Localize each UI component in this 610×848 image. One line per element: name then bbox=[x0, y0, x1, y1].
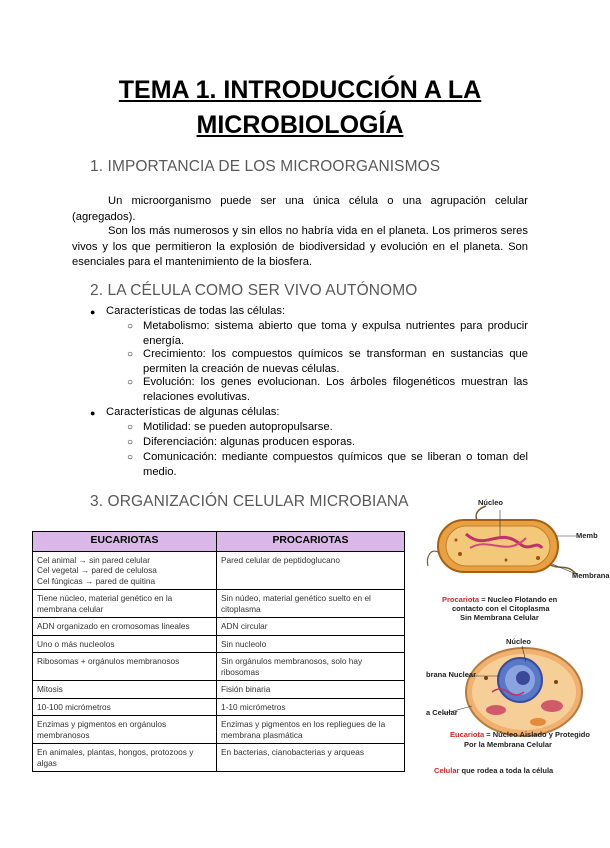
comparison-table bbox=[32, 531, 405, 772]
cell-diagram-figure bbox=[426, 492, 610, 782]
prokaryote-cell-illustration bbox=[427, 506, 576, 574]
eucariotas-cell: En animales, plantas, hongos, protozoos y algas bbox=[33, 744, 217, 772]
page-title-line-2: MICROBIOLOGÍA bbox=[196, 111, 404, 139]
eucariotas-cell: 10-100 micrómetros bbox=[33, 698, 217, 716]
bullet-dot-icon: ● bbox=[90, 408, 96, 418]
bullet-circle-icon: ○ bbox=[127, 349, 134, 360]
procariotas-cell: Sin nucleolo bbox=[217, 635, 405, 653]
procariotas-cell: Sin núdeo, material genético suelto en el citoplasma bbox=[217, 590, 405, 618]
procariotas-cell: 1-10 micrómetros bbox=[217, 698, 405, 716]
prokaryote-caption-line-2: contacto con el Citoplasma bbox=[452, 604, 550, 613]
bullet-all-cells: ● Características de todas las células: bbox=[106, 304, 526, 319]
table-row bbox=[33, 716, 405, 744]
list-item: ○ Motilidad: se pueden autopropulsarse. bbox=[143, 420, 528, 435]
section-3-heading: 3. ORGANIZACIÓN CELULAR MICROBIANA bbox=[90, 493, 409, 510]
page-title-line-1: TEMA 1. INTRODUCCIÓN A LA bbox=[118, 76, 482, 104]
list-item: ○ Metabolismo: sistema abierto que toma y expulsa nutrientes para producir energía. bbox=[127, 320, 528, 348]
eukaryote-cell-illustration bbox=[466, 648, 582, 736]
bullet-some-cells: ● Características de algunas células: bbox=[106, 405, 526, 420]
procariotas-cell: Sin orgánulos membranosos, solo hay ribosomas bbox=[217, 653, 405, 681]
bullet-circle-icon: ○ bbox=[127, 437, 134, 448]
section-1-heading: 1. IMPORTANCIA DE LOS MICROORGANISMOS bbox=[90, 158, 441, 175]
eucariotas-cell: Cel animal → sin pared celular Cel vegetal → pared de celulosa Cel fúngicas → pared de quitina bbox=[33, 551, 217, 590]
table-row bbox=[33, 590, 405, 618]
bullet-circle-icon: ○ bbox=[127, 321, 134, 332]
eukaryote-caption-line-1: Eucariota = Núcleo Aislado y Protegido bbox=[450, 730, 590, 739]
label-membrana: Membrana bbox=[572, 571, 610, 580]
list-item: ○ Crecimiento: los compuestos químicos se transforman en sustancias que permiten la creación de nuevas células. bbox=[127, 348, 528, 376]
column-header-eucariotas: EUCARIOTAS bbox=[33, 532, 217, 552]
bullet-circle-icon: ○ bbox=[127, 422, 134, 433]
procariotas-cell: Pared celular de peptidoglucano bbox=[217, 551, 405, 590]
bullet-circle-icon: ○ bbox=[127, 377, 134, 388]
procariotas-cell: Enzimas y pigmentos en los repliegues de la membrana plasmática bbox=[217, 716, 405, 744]
list-item: ○ Evolución: los genes evolucionan. Los árboles filogenéticos muestran las relaciones evolutivas. bbox=[127, 376, 528, 404]
procariotas-cell: ADN circular bbox=[217, 618, 405, 636]
eucariotas-cell: Uno o más nucleolos bbox=[33, 635, 217, 653]
bottom-caption: Celular que rodea a toda la célula bbox=[434, 766, 554, 775]
bullet-dot-icon: ● bbox=[90, 307, 96, 317]
prokaryote-caption-line-3: Sin Membrana Celular bbox=[460, 613, 539, 622]
eucariotas-cell: Mitosis bbox=[33, 681, 217, 699]
procariotas-cell: En bacterias, cianobacterias y arqueas bbox=[217, 744, 405, 772]
label-membrana-partial: Memb bbox=[576, 531, 598, 540]
table-row bbox=[33, 698, 405, 716]
section-1-paragraph-1: Un microorganismo puede ser una única célula o una agrupación celular (agregados). bbox=[72, 195, 528, 223]
section-2-heading: 2. LA CÉLULA COMO SER VIVO AUTÓNOMO bbox=[90, 282, 418, 299]
list-item: ○ Diferenciación: algunas producen esporas. bbox=[143, 435, 528, 450]
label-nucleo-eukaryote: Núcleo bbox=[506, 637, 532, 646]
label-membrana-nuclear: brana Nuclear bbox=[426, 670, 477, 679]
table-row bbox=[33, 618, 405, 636]
list-item: ○ Comunicación: mediante compuestos químicos que se liberan o toman del medio. bbox=[127, 451, 528, 479]
eucariotas-cell: Ribosomas + orgánulos membranosos bbox=[33, 653, 217, 681]
column-header-procariotas: PROCARIOTAS bbox=[217, 532, 405, 552]
eukaryote-caption-line-2: Por la Membrana Celular bbox=[464, 740, 552, 749]
eucariotas-cell: Enzimas y pigmentos en orgánulos membranosos bbox=[33, 716, 217, 744]
label-membrana-celular: a Celular bbox=[426, 708, 458, 717]
label-nucleo-prokaryote: Núcleo bbox=[478, 498, 504, 507]
bullet-circle-icon: ○ bbox=[127, 452, 134, 463]
section-1-paragraph-2: Son los más numerosos y sin ellos no habría vida en el planeta. Los primeros seres vivos y los que permitieron la explosión de biodiversidad y evolución en el planeta. Son esenciales para el mantenimiento de la biosfera. bbox=[72, 225, 528, 268]
table-row bbox=[33, 653, 405, 681]
eucariotas-cell: Tiene núcleo, material genético en la membrana celular bbox=[33, 590, 217, 618]
table-row bbox=[33, 744, 405, 772]
table-header-row bbox=[33, 532, 405, 552]
eucariotas-cell: ADN organizado en cromosomas lineales bbox=[33, 618, 217, 636]
table-row bbox=[33, 681, 405, 699]
procariotas-cell: Fisión binaria bbox=[217, 681, 405, 699]
prokaryote-caption-line-1: Procariota = Nucleo Flotando en bbox=[442, 595, 558, 604]
table-row bbox=[33, 551, 405, 590]
table-row bbox=[33, 635, 405, 653]
